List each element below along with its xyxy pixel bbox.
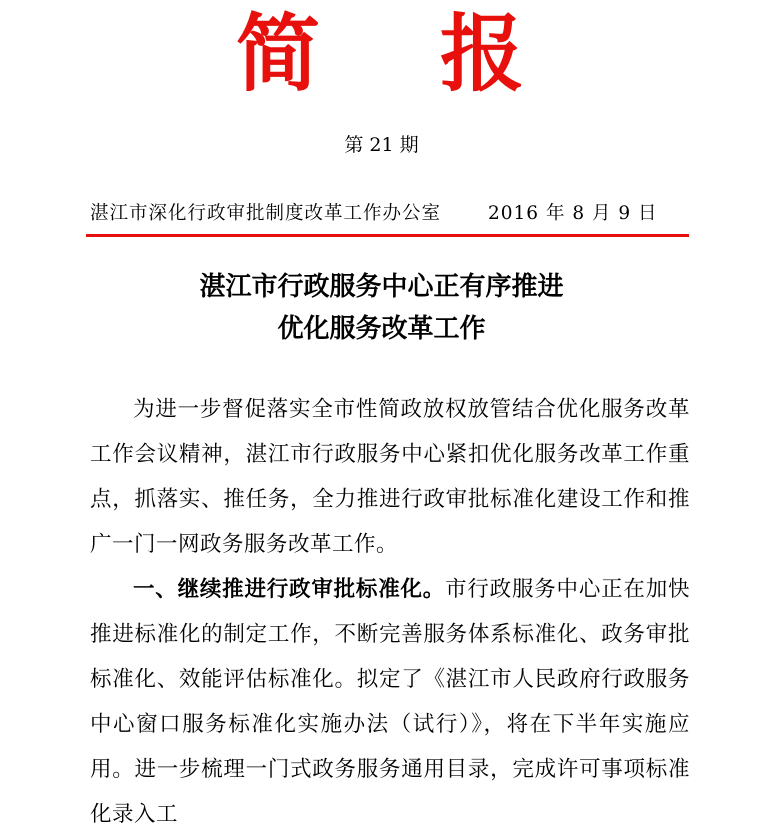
article-headline [0,266,763,350]
issue-date: 2016 年 8 月 9 日 [488,203,658,224]
headline-line-1: 湛江市行政服务中心正有序推进 [199,272,564,302]
masthead-char-bao: 报 [440,4,525,103]
issuer-row [90,199,690,231]
masthead-title [0,4,763,114]
section-heading: 一、继续推进行政审批标准化。 [133,577,446,602]
section-body: 市行政服务中心正在加快推进标准化的制定工作，不断完善服务体系标准化、政务审批标准化、效能评估标准化。拟定了《湛江市人民政府行政服务中心窗口服务标准化实施办法（试行）》，将在下半年实施应用。进一步梳理一门式政务服务通用目录，完成许可事项标准化录入工 [90,577,690,827]
issuer-office: 湛江市深化行政审批制度改革工作办公室 [90,203,442,224]
masthead-char-jian: 简 [236,4,321,103]
issue-number: 第 21 期 [344,134,419,156]
paragraph-intro: 为进一步督促落实全市性简政放权放管结合优化服务改革工作会议精神，湛江市行政服务中心紧扣优化服务改革工作重点，抓落实、推任务，全力推进行政审批标准化建设工作和推广一门一网政务服务改革工作。 [90,397,690,557]
red-divider-rule [86,234,689,237]
paragraph-section-1 [90,567,690,837]
headline-line-2: 优化服务改革工作 [277,314,486,344]
article-body [90,387,690,837]
